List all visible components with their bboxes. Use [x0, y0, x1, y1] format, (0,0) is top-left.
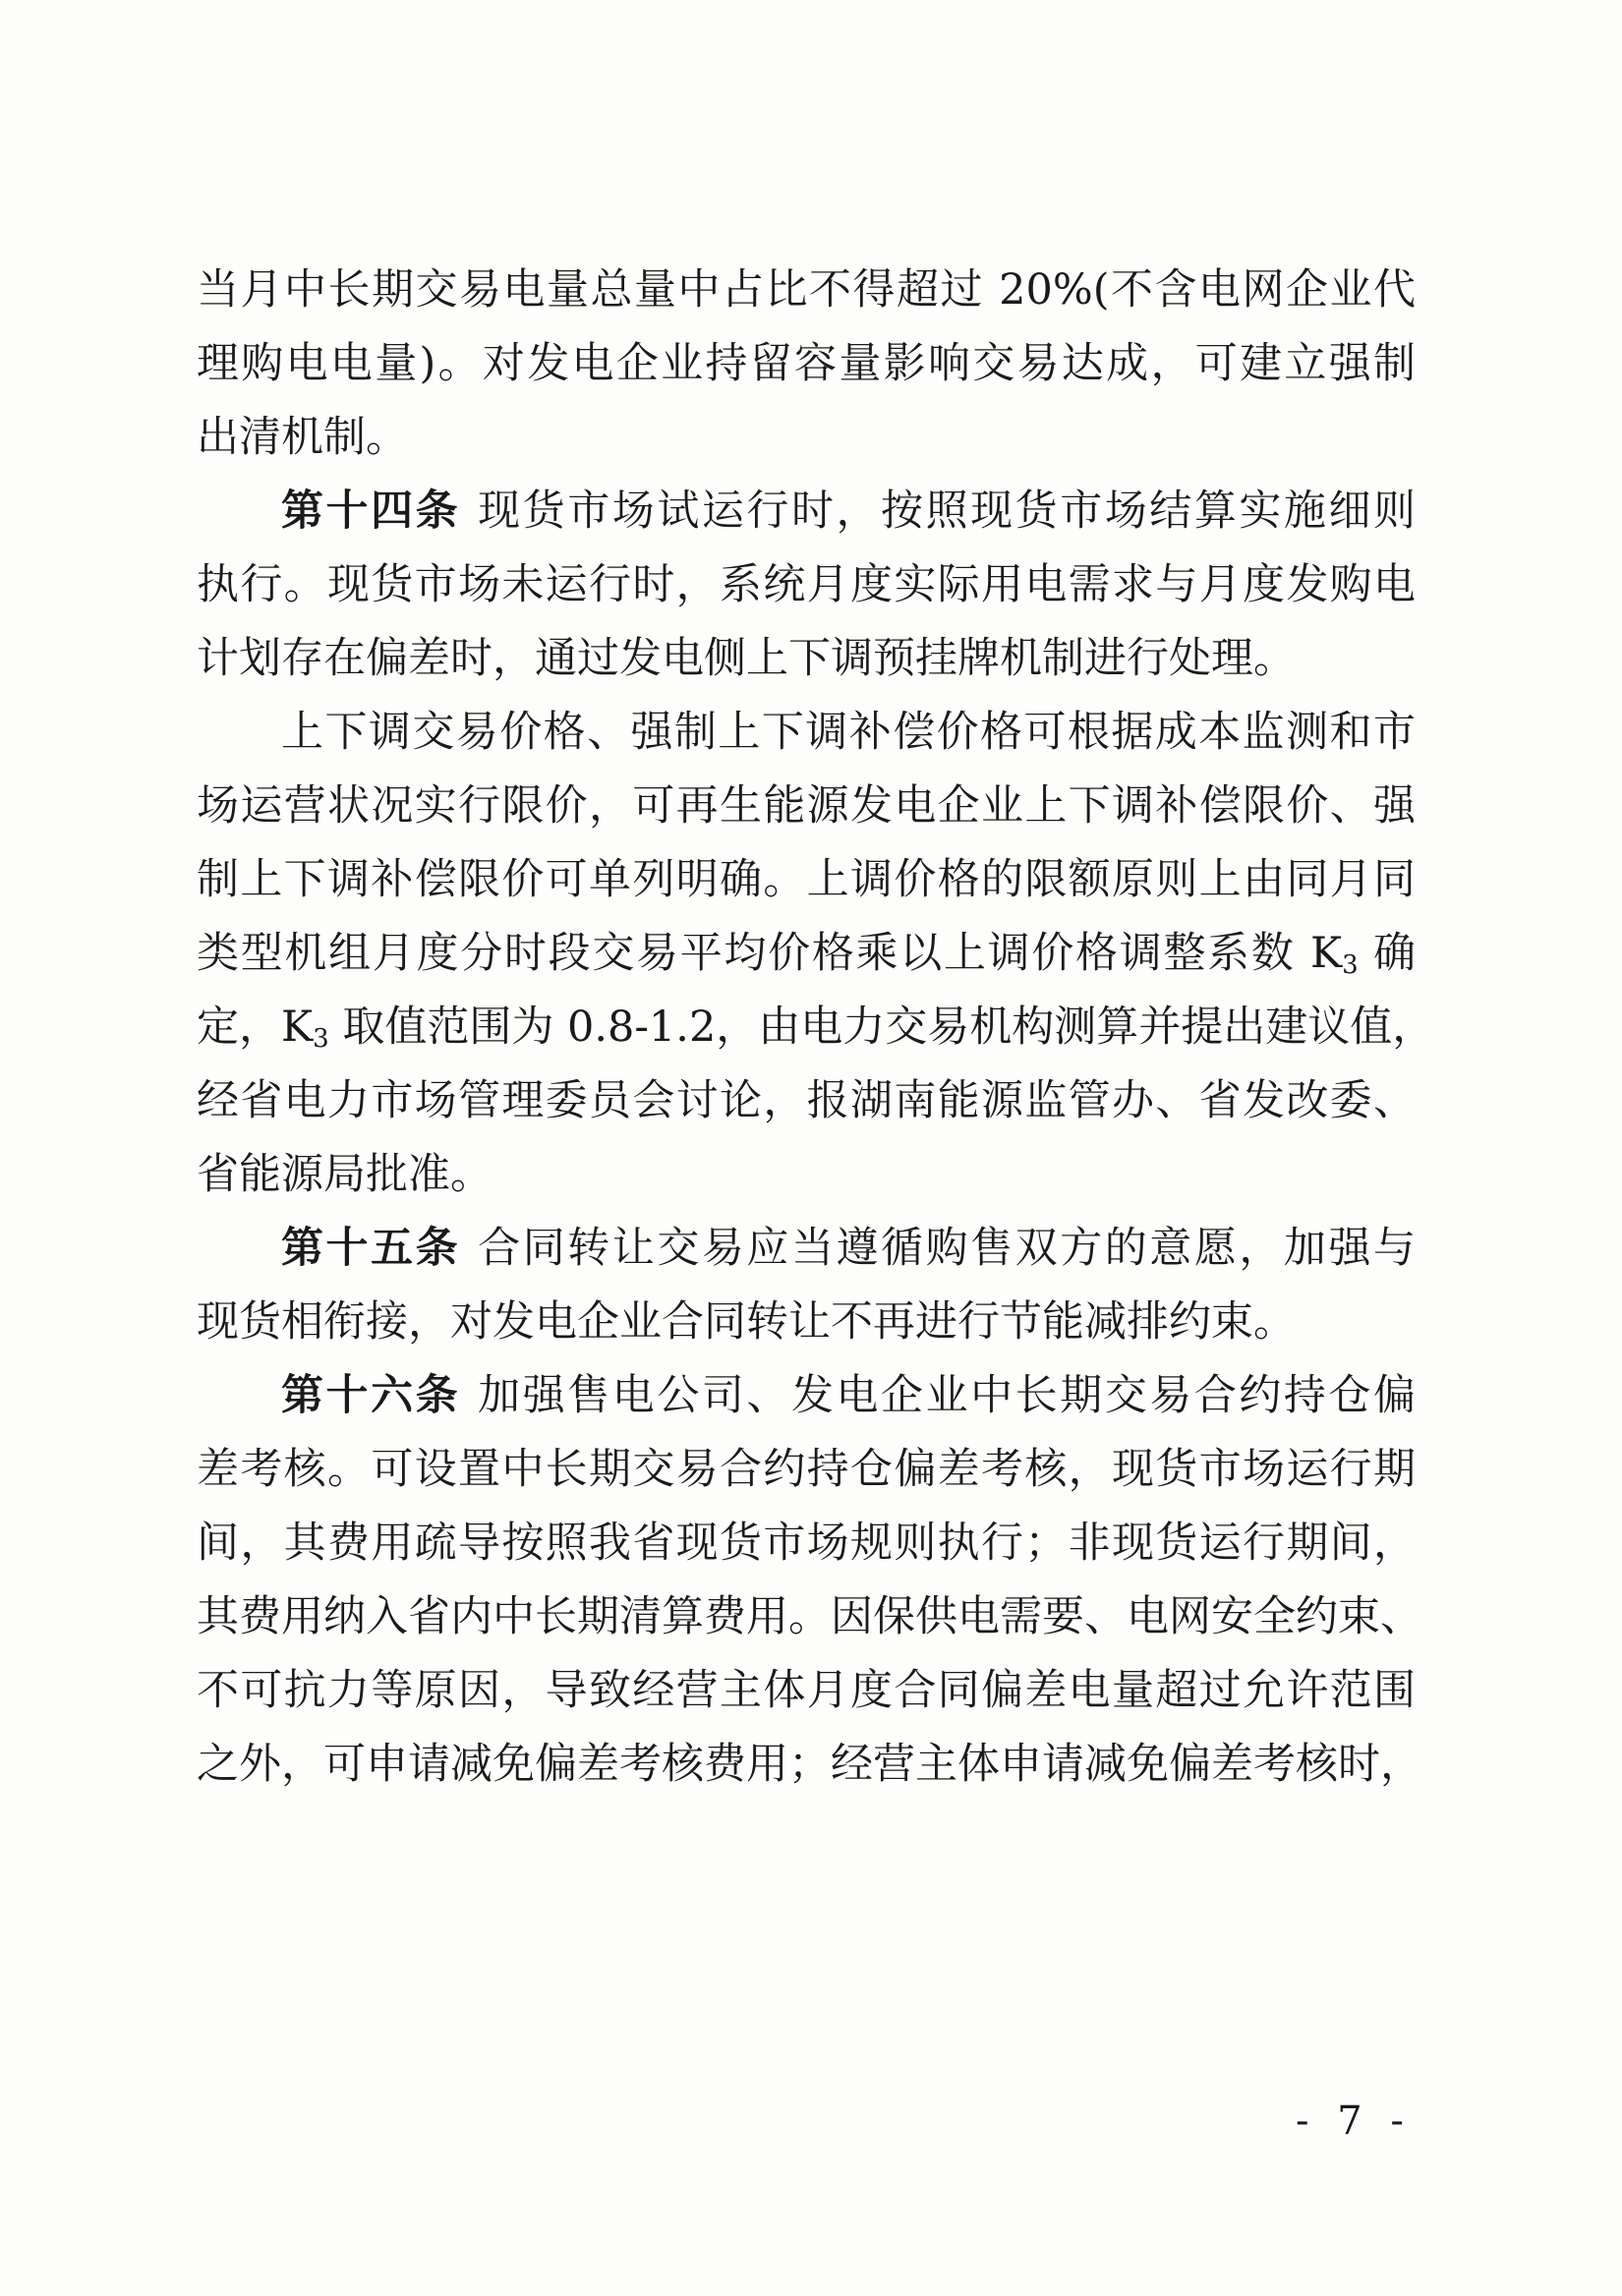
- text-line: 场运营状况实行限价，可再生能源发电企业上下调补偿限价、强: [197, 781, 1416, 831]
- text-line: 间，其费用疏导按照我省现货市场规则执行；非现货运行期间，: [197, 1519, 1416, 1568]
- text-fragment: 确: [1358, 929, 1416, 978]
- article-14: [197, 475, 1416, 696]
- article-16: [197, 1359, 1422, 1802]
- text-line: 经省电力市场管理委员会讨论，报湖南能源监管办、省发改委、: [197, 1076, 1416, 1125]
- text-line: [197, 917, 1416, 991]
- article-title: 第十五条: [281, 1224, 461, 1273]
- document-body: [197, 254, 1435, 1802]
- text-fragment: 合同转让交易应当遵循购售双方的意愿，加强与: [478, 1224, 1417, 1273]
- text-line: 上下调交易价格、强制上下调补偿价格可根据成本监测和市: [281, 708, 1416, 757]
- text-line: 省能源局批准。: [197, 1150, 492, 1199]
- subscript: 3: [313, 1024, 329, 1054]
- text-line: [197, 1212, 1416, 1286]
- carryover-paragraph: [197, 254, 1416, 475]
- text-line: 之外，可申请减免偏差考核费用；经营主体申请减免偏差考核时，: [197, 1740, 1422, 1789]
- text-line: 理购电电量)。对发电企业持留容量影响交易达成，可建立强制: [197, 339, 1416, 388]
- subscript: 3: [1342, 950, 1359, 980]
- text-line: 出清机制。: [197, 413, 408, 462]
- text-line: [197, 1359, 1416, 1433]
- text-fragment: 定，K: [197, 1003, 314, 1052]
- text-line: 制上下调补偿限价可单列明确。上调价格的限额原则上由同月同: [197, 855, 1416, 904]
- article-15: [197, 1212, 1416, 1359]
- text-fragment: 取值范围为 0.8-1.2，由电力交易机构测算并提出建议值，: [328, 1003, 1435, 1052]
- article-title: 第十四条: [281, 487, 461, 536]
- page-number: - 7 -: [1296, 2098, 1412, 2144]
- text-fragment: 加强售电公司、发电企业中长期交易合约持仓偏: [478, 1371, 1417, 1420]
- text-fragment: 现货市场试运行时，按照现货市场结算实施细则: [478, 487, 1417, 536]
- text-line: [197, 475, 1416, 548]
- text-line: 当月中长期交易电量总量中占比不得超过 20%(不含电网企业代: [197, 265, 1416, 315]
- article-title: 第十六条: [281, 1371, 461, 1420]
- article-14-paragraph-2: [197, 696, 1435, 1212]
- text-line: [197, 991, 1435, 1064]
- text-fragment: 类型机组月度分时段交易平均价格乘以上调价格调整系数 K: [197, 929, 1343, 978]
- text-line: 执行。现货市场未运行时，系统月度实际用电需求与月度发购电: [197, 560, 1416, 609]
- text-line: 不可抗力等原因，导致经营主体月度合同偏差电量超过允许范围: [197, 1666, 1416, 1715]
- text-line: 差考核。可设置中长期交易合约持仓偏差考核，现货市场运行期: [197, 1445, 1416, 1494]
- text-line: 其费用纳入省内中长期清算费用。因保供电需要、电网安全约束、: [197, 1592, 1422, 1641]
- text-line: 现货相衔接，对发电企业合同转让不再进行节能减排约束。: [197, 1297, 1296, 1347]
- text-line: 计划存在偏差时，通过发电侧上下调预挂牌机制进行处理。: [197, 634, 1296, 683]
